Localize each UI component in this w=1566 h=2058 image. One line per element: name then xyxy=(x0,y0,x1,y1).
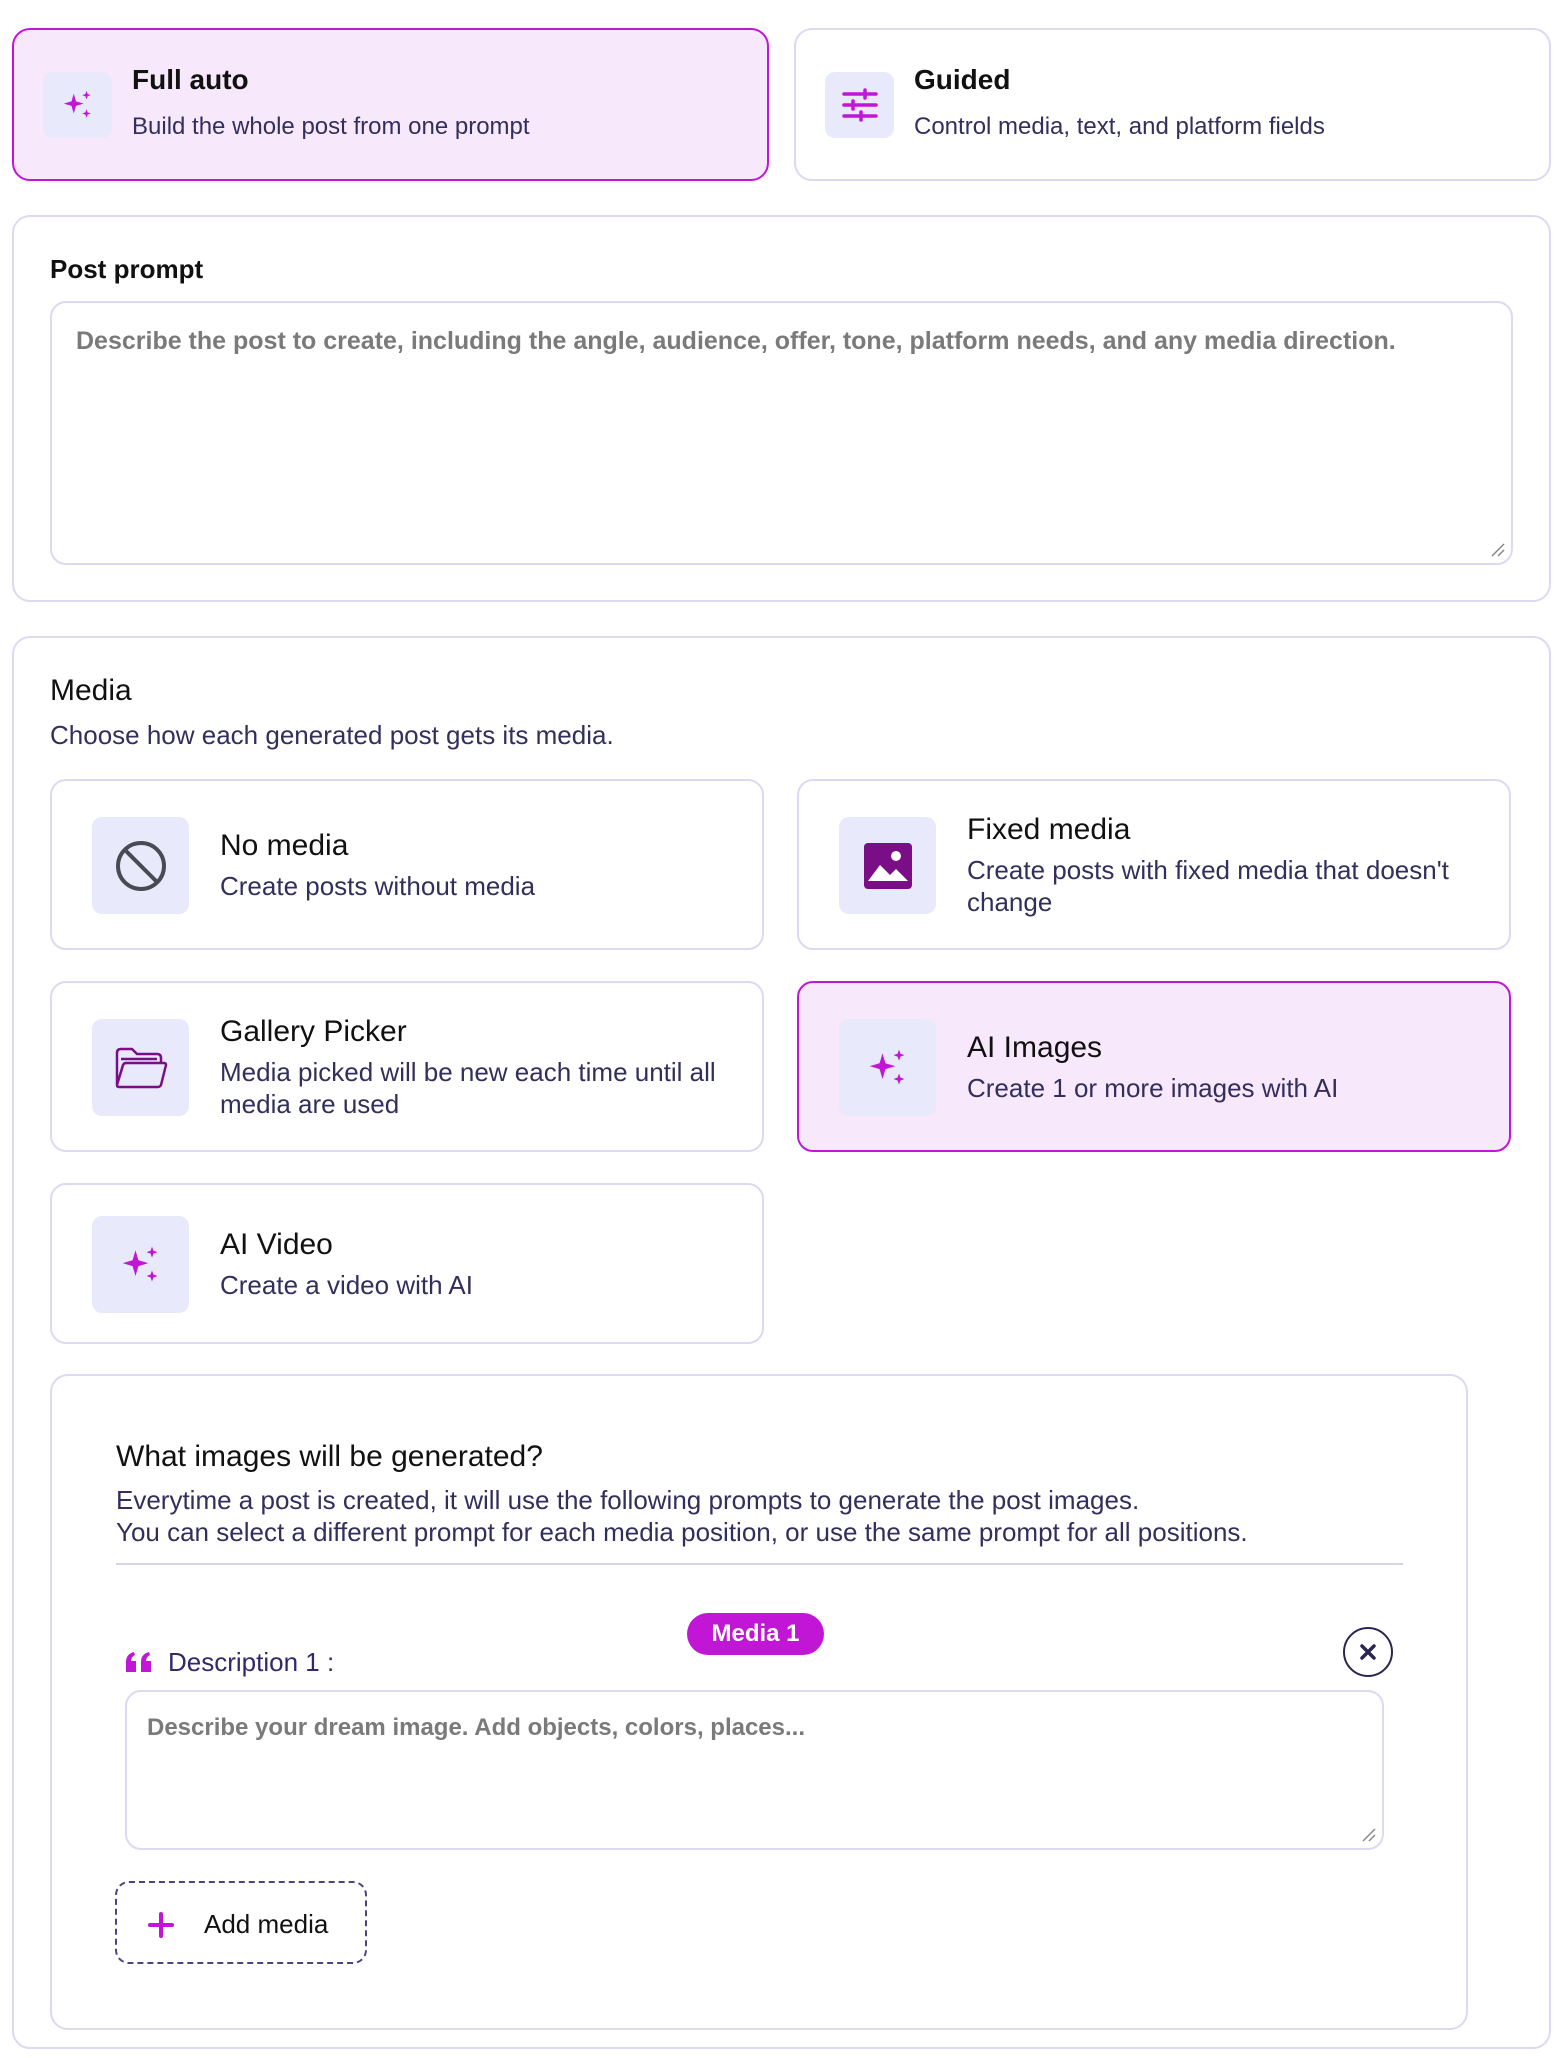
mode-description: Build the whole post from one prompt xyxy=(132,113,530,140)
media-option-fixed-media[interactable] xyxy=(797,779,1511,950)
media-option-description: Create a video with AI xyxy=(220,1270,473,1300)
no-entry-icon xyxy=(92,817,189,914)
add-media-button[interactable] xyxy=(115,1881,367,1964)
media-section-title: Media xyxy=(50,674,132,707)
mode-card-full-auto[interactable] xyxy=(12,28,769,181)
image-description-placeholder: Describe your dream image. Add objects, colors, places... xyxy=(147,1714,806,1741)
remove-media-button[interactable] xyxy=(1343,1627,1393,1677)
media-option-title: Gallery Picker xyxy=(220,1015,407,1048)
image-prompts-title: What images will be generated? xyxy=(116,1440,543,1473)
post-prompt-input[interactable] xyxy=(50,301,1513,565)
media-option-title: AI Images xyxy=(967,1031,1103,1064)
divider xyxy=(116,1563,1403,1565)
resize-handle-icon[interactable] xyxy=(1489,541,1505,557)
sliders-icon xyxy=(825,72,894,138)
post-prompt-label: Post prompt xyxy=(50,254,204,284)
image-description-input[interactable] xyxy=(125,1690,1384,1850)
image-icon xyxy=(839,817,936,914)
media-option-description: Media picked will be new each time until all media are used xyxy=(220,1057,716,1119)
image-prompts-subtitle-line1: Everytime a post is created, it will use the following prompts to generate the post images. xyxy=(116,1485,1140,1515)
media-option-title: Fixed media xyxy=(967,813,1131,846)
post-prompt-placeholder: Describe the post to create, including the angle, audience, offer, tone, platform needs, and any media direction. xyxy=(76,327,1396,355)
description-label: Description 1 : xyxy=(168,1647,335,1677)
media-option-ai-images[interactable] xyxy=(797,981,1511,1152)
close-icon xyxy=(1359,1643,1377,1661)
media-option-no-media[interactable] xyxy=(50,779,764,950)
media-option-description: Create posts without media xyxy=(220,871,536,901)
media-option-title: No media xyxy=(220,829,349,862)
media-section-subtitle: Choose how each generated post gets its media. xyxy=(50,720,614,750)
plus-icon xyxy=(147,1911,175,1939)
mode-card-guided[interactable] xyxy=(794,28,1551,181)
media-option-description: Create posts with fixed media that doesn't change xyxy=(967,855,1449,917)
mode-title: Full auto xyxy=(132,64,249,95)
folder-icon xyxy=(92,1019,189,1116)
add-media-label: Add media xyxy=(204,1909,329,1939)
sparkles-icon xyxy=(43,72,112,138)
mode-description: Control media, text, and platform fields xyxy=(914,113,1325,140)
media-option-ai-video[interactable] xyxy=(50,1183,764,1344)
media-option-description: Create 1 or more images with AI xyxy=(967,1073,1339,1103)
sparkles-icon xyxy=(839,1019,936,1116)
media-position-badge: Media 1 xyxy=(687,1613,824,1655)
quote-icon xyxy=(124,1650,154,1674)
image-prompts-subtitle-line2: You can select a different prompt for each media position, or use the same prompt for all positions. xyxy=(116,1517,1248,1547)
media-option-gallery-picker[interactable] xyxy=(50,981,764,1152)
mode-title: Guided xyxy=(914,64,1011,95)
sparkles-icon xyxy=(92,1216,189,1313)
resize-handle-icon[interactable] xyxy=(1360,1826,1376,1842)
media-option-title: AI Video xyxy=(220,1228,333,1261)
